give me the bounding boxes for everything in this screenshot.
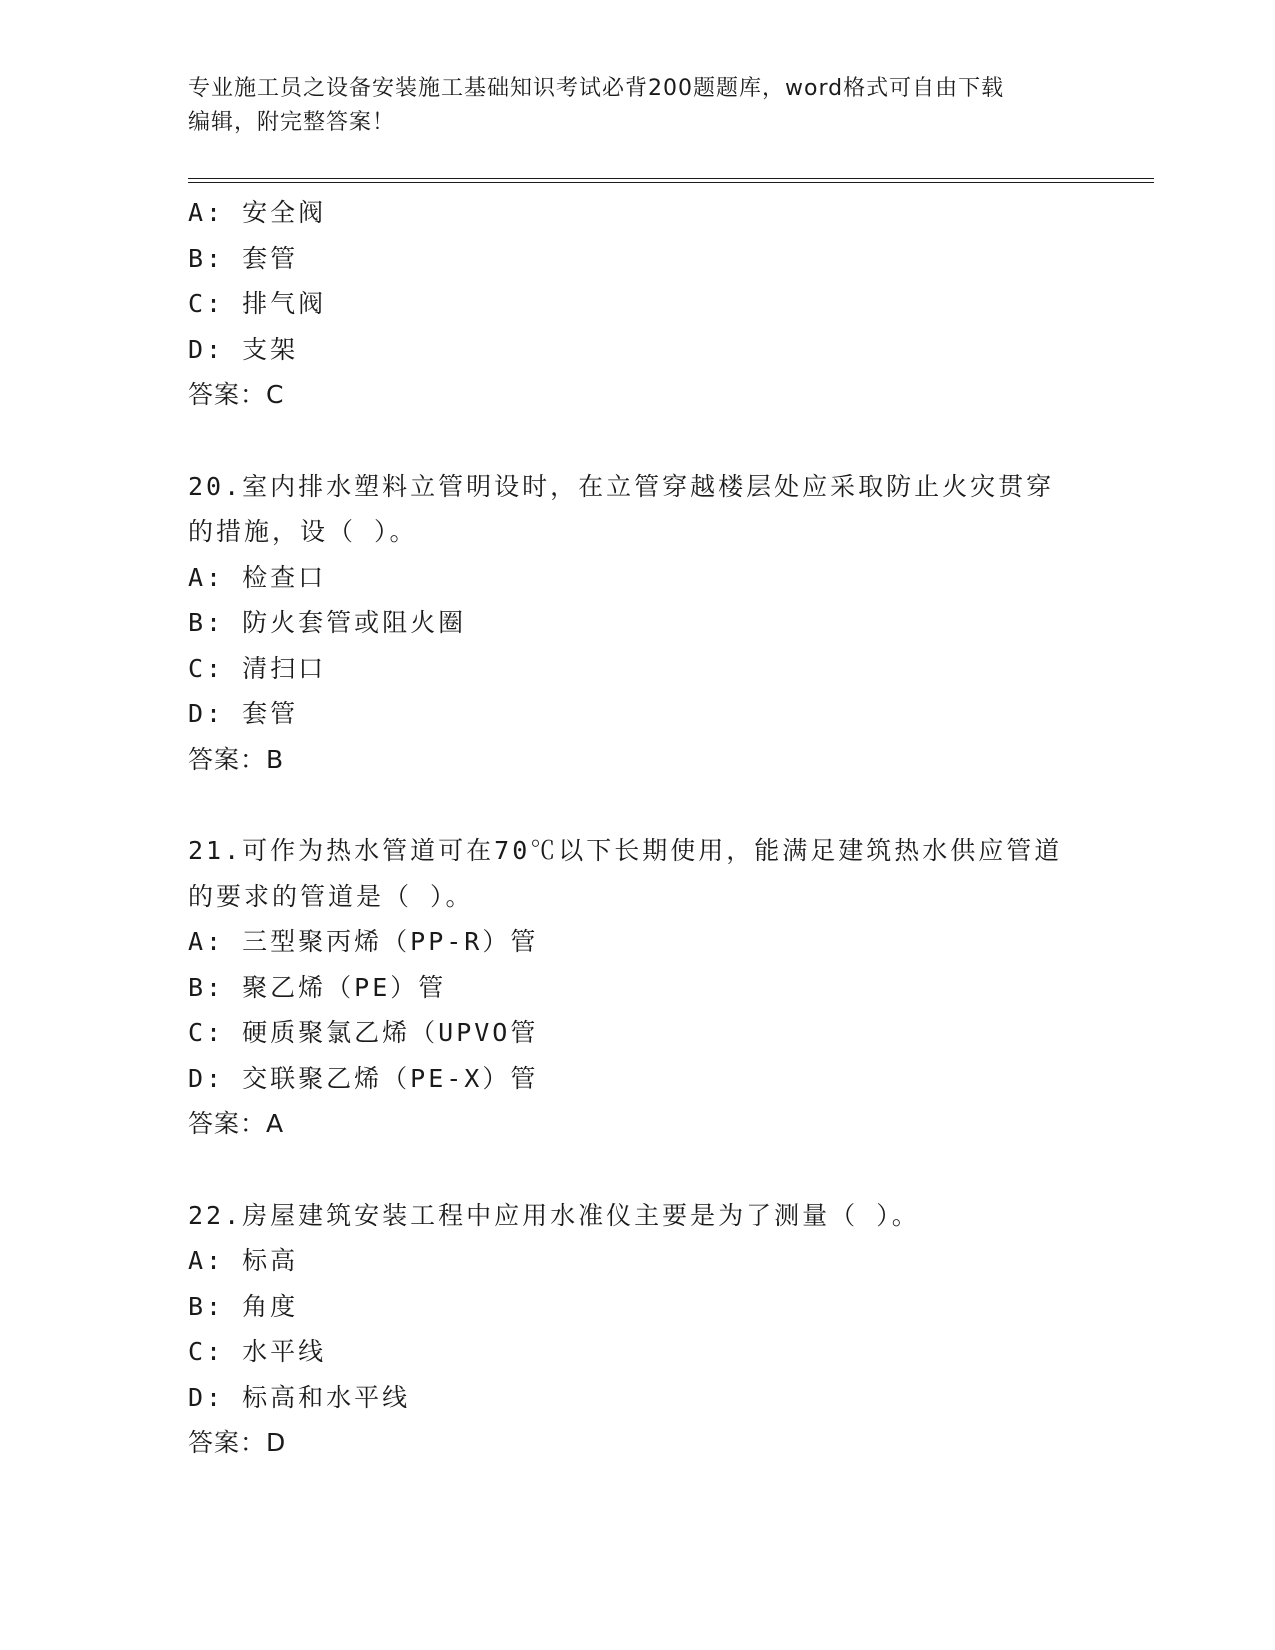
option-b: B: 角度: [188, 1291, 299, 1321]
option-a: A: 检查口: [188, 562, 327, 592]
question-19: [188, 190, 1148, 418]
option-d: D: 交联聚乙烯（PE-X）管: [188, 1063, 539, 1093]
question-21: [188, 828, 1148, 1147]
option-a: A: 标高: [188, 1246, 299, 1275]
document-header: [188, 72, 1068, 140]
option-b: B: 聚乙烯（PE）管: [188, 972, 447, 1002]
question-stem-line-2: 的要求的管道是（ ）。: [188, 881, 474, 911]
option-a: A: 安全阀: [188, 198, 327, 227]
option-d: D: 支架: [188, 334, 299, 364]
spacer: [188, 782, 1148, 828]
option-a: A: 三型聚丙烯（PP-R）管: [188, 927, 539, 956]
answer: 答案：D: [188, 1428, 287, 1457]
option-c: C: 排气阀: [188, 289, 327, 318]
answer: 答案：B: [188, 744, 285, 774]
question-list: [188, 190, 1148, 1466]
option-d: D: 套管: [188, 699, 299, 728]
question-stem-line-1: 20.室内排水塑料立管明设时，在立管穿越楼层处应采取防止火灾贯穿: [188, 471, 1055, 501]
question-stem-line-1: 22.房屋建筑安装工程中应用水准仪主要是为了测量（ ）。: [188, 1200, 920, 1230]
header-title-line-1: 专业施工员之设备安装施工基础知识考试必背200题题库，word格式可自由下载: [188, 76, 1005, 101]
option-b: B: 套管: [188, 243, 299, 273]
question-22: [188, 1193, 1148, 1466]
answer: 答案：A: [188, 1109, 285, 1138]
option-d: D: 标高和水平线: [188, 1382, 411, 1412]
spacer: [188, 1147, 1148, 1193]
header-title-line-2: 编辑，附完整答案！: [188, 110, 396, 135]
header-divider: [188, 178, 1154, 183]
option-c: C: 硬质聚氯乙烯（UPVO管: [188, 1018, 539, 1047]
question-stem-line-2: 的措施，设（ ）。: [188, 517, 418, 546]
option-c: C: 清扫口: [188, 653, 327, 683]
spacer: [188, 418, 1148, 464]
option-c: C: 水平线: [188, 1337, 327, 1366]
question-20: [188, 464, 1148, 783]
question-stem-line-1: 21.可作为热水管道可在70℃以下长期使用，能满足建筑热水供应管道: [188, 836, 1063, 865]
option-b: B: 防火套管或阻火圈: [188, 608, 467, 637]
answer: 答案：C: [188, 380, 285, 409]
